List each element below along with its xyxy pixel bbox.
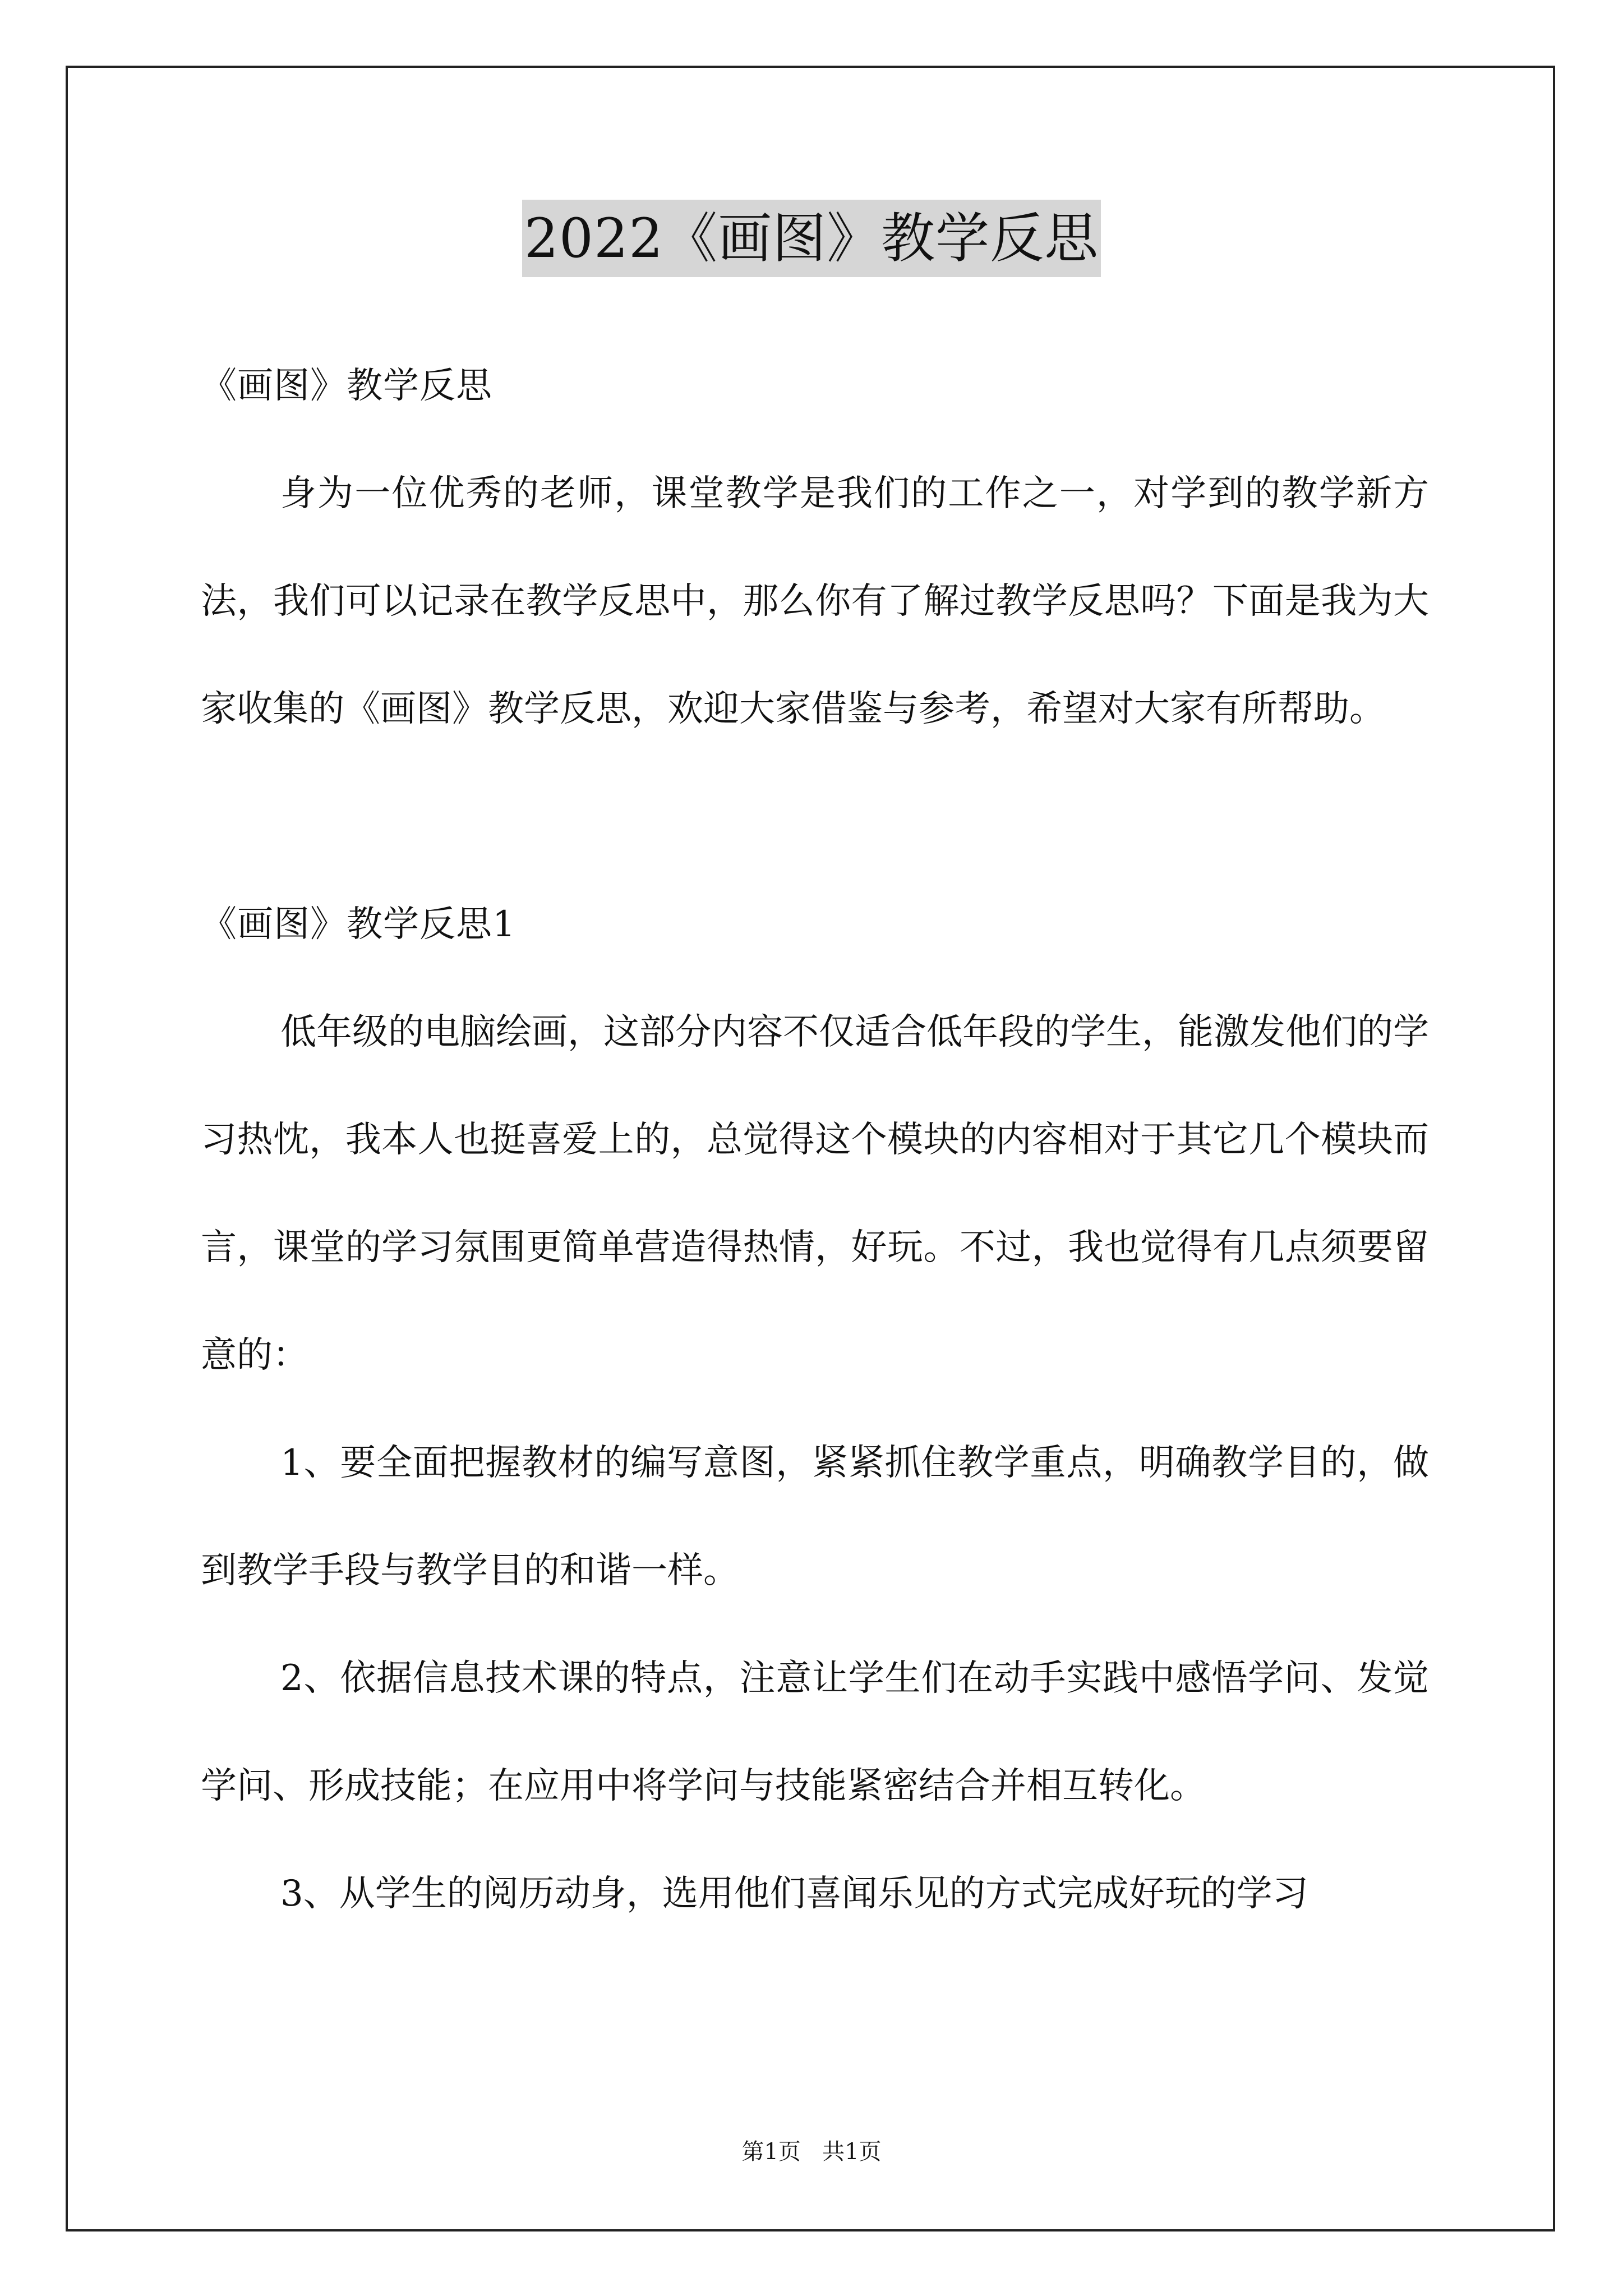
body-paragraph-2: 1、要全面把握教材的编写意图，紧紧抓住教学重点，明确教学目的，做到教学手段与教学目的和谐一样。 <box>201 1442 1429 1591</box>
body-paragraph-1: 低年级的电脑绘画，这部分内容不仅适合低年段的学生，能激发他们的学习热忱，我本人也挺喜爱上的，总觉得这个模块的内容相对于其它几个模块而言，课堂的学习氛围更简单营造得热情，好玩。不过，我也觉得有几点须要留意的： <box>201 1011 1429 1376</box>
intro-paragraph: 身为一位优秀的老师，课堂教学是我们的工作之一，对学到的教学新方法，我们可以记录在教学反思中，那么你有了解过教学反思吗？下面是我为大家收集的《画图》教学反思，欢迎大家借鉴与参考，希望对大家有所帮助。 <box>201 473 1429 730</box>
page-number: 第1页 <box>741 2139 801 2165</box>
body-paragraph-3: 2、依据信息技术课的特点，注意让学生们在动手实践中感悟学问、发觉学问、形成技能；在应用中将学问与技能紧密结合并相互转化。 <box>201 1658 1429 1807</box>
body-paragraph-4: 3、从学生的阅历动身，选用他们喜闻乐见的方式完成好玩的学习 <box>280 1873 1308 1915</box>
page-total: 共1页 <box>822 2139 882 2165</box>
document-body <box>201 332 1429 1948</box>
page-footer <box>0 2135 1623 2169</box>
section-heading-intro: 《画图》教学反思 <box>201 365 492 407</box>
title-container <box>0 200 1623 277</box>
section-heading-1: 《画图》教学反思1 <box>201 904 516 945</box>
document-title: 2022《画图》教学反思 <box>522 200 1101 277</box>
